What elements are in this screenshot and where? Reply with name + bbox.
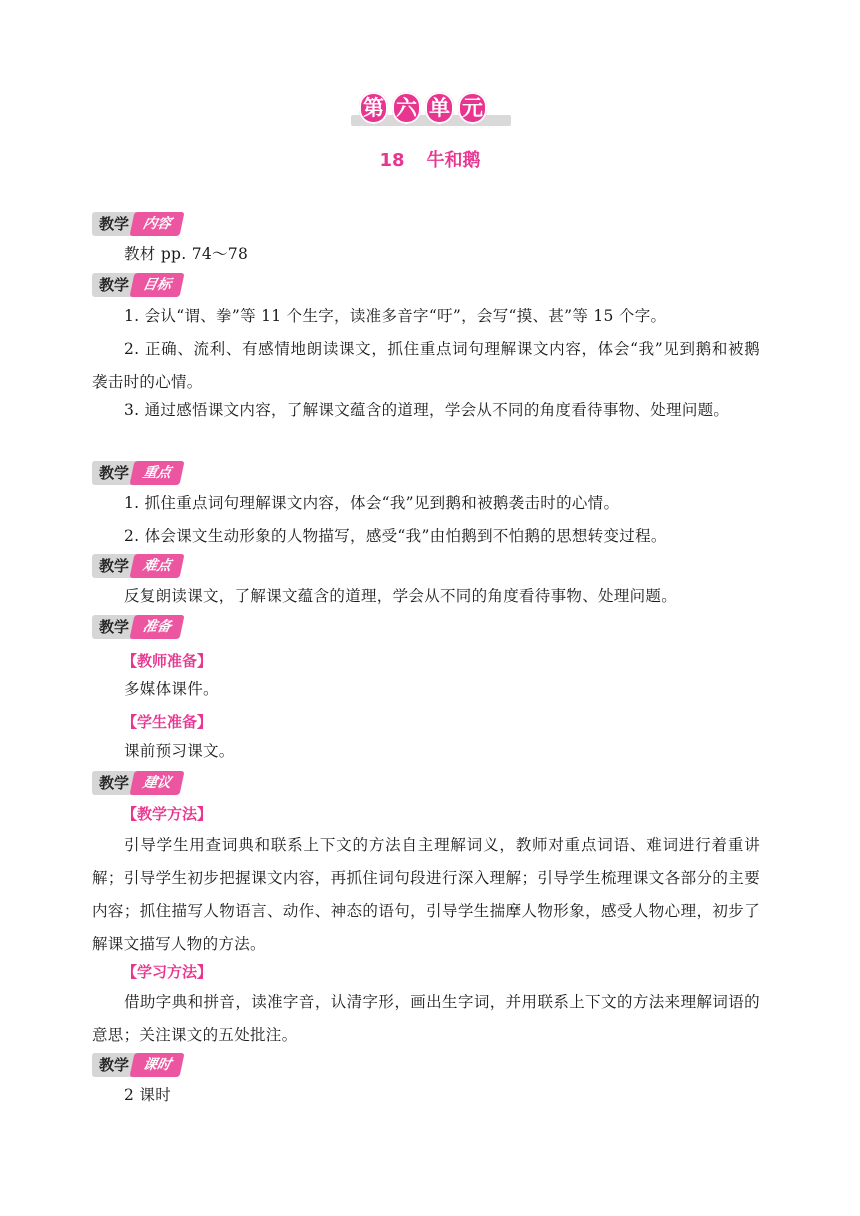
learning-method-text: 借助字典和拼音，读准字音，认清字形，画出生字词，并用联系上下文的方法来理解词语的意思；关注课文的五处批注。 <box>92 993 760 1044</box>
content-text: 教材 pp. 74～78 <box>124 245 249 263</box>
section-tag-difficulties <box>92 554 182 578</box>
tag-label: 教学 <box>92 461 136 485</box>
tag-label: 教学 <box>92 212 136 236</box>
key-point-1: 1. 抓住重点词句理解课文内容，体会“我”见到鹅和被鹅袭击时的心情。 <box>124 494 620 512</box>
unit-banner <box>351 92 511 136</box>
tag-badge: 难点 <box>129 554 184 578</box>
unit-char: 单 <box>425 92 454 124</box>
section-tag-suggestions <box>92 771 182 795</box>
unit-char: 元 <box>458 92 487 124</box>
section-tag-goals <box>92 273 182 297</box>
teaching-method-label: 【教学方法】 <box>122 805 213 823</box>
tag-label: 教学 <box>92 554 136 578</box>
tag-badge: 目标 <box>129 273 184 297</box>
student-prep-label: 【学生准备】 <box>122 713 213 731</box>
tag-label: 教学 <box>92 273 136 297</box>
goal-item-2: 2. 正确、流利、有感情地朗读课文，抓住重点词句理解课文内容，体会“我”见到鹅和被鹅袭击时的心情。 <box>92 340 760 391</box>
student-prep-text: 课前预习课文。 <box>124 742 235 760</box>
goal-item-3: 3. 通过感悟课文内容，了解课文蕴含的道理，学会从不同的角度看待事物、处理问题。 <box>124 401 730 419</box>
tag-label: 教学 <box>92 771 136 795</box>
tag-label: 教学 <box>92 615 136 639</box>
teaching-method-text: 引导学生用查词典和联系上下文的方法自主理解词义，教师对重点词语、难词进行着重讲解；引导学生初步把握课文内容，再抓住词句段进行深入理解；引导学生梳理课文各部分的主要内容；抓住描写人物语言、动作、神态的语句，引导学生揣摩人物形象，感受人物心理，初步了解课文描写人物的方法。 <box>92 836 760 953</box>
section-tag-content <box>92 212 182 236</box>
learning-method-label: 【学习方法】 <box>122 963 213 981</box>
unit-char: 第 <box>359 92 388 124</box>
lesson-title <box>0 146 860 172</box>
tag-label: 教学 <box>92 1053 136 1077</box>
section-tag-hours <box>92 1053 182 1077</box>
lesson-name: 牛和鹅 <box>426 150 481 171</box>
tag-badge: 准备 <box>129 615 184 639</box>
section-tag-key-points <box>92 461 182 485</box>
hours-text: 2 课时 <box>124 1086 171 1104</box>
goal-item-1: 1. 会认“谓、拳”等 11 个生字，读准多音字“吁”，会写“摸、甚”等 15 个字。 <box>124 307 667 325</box>
teacher-prep-label: 【教师准备】 <box>122 652 213 670</box>
difficulties-text: 反复朗读课文，了解课文蕴含的道理，学会从不同的角度看待事物、处理问题。 <box>124 587 678 605</box>
unit-char: 六 <box>392 92 421 124</box>
tag-badge: 建议 <box>129 771 184 795</box>
tag-badge: 内容 <box>129 212 184 236</box>
lesson-number: 18 <box>379 150 405 171</box>
tag-badge: 重点 <box>129 461 184 485</box>
section-tag-preparation <box>92 615 182 639</box>
key-point-2: 2. 体会课文生动形象的人物描写，感受“我”由怕鹅到不怕鹅的思想转变过程。 <box>124 527 667 545</box>
tag-badge: 课时 <box>129 1053 184 1077</box>
teacher-prep-text: 多媒体课件。 <box>124 680 219 698</box>
